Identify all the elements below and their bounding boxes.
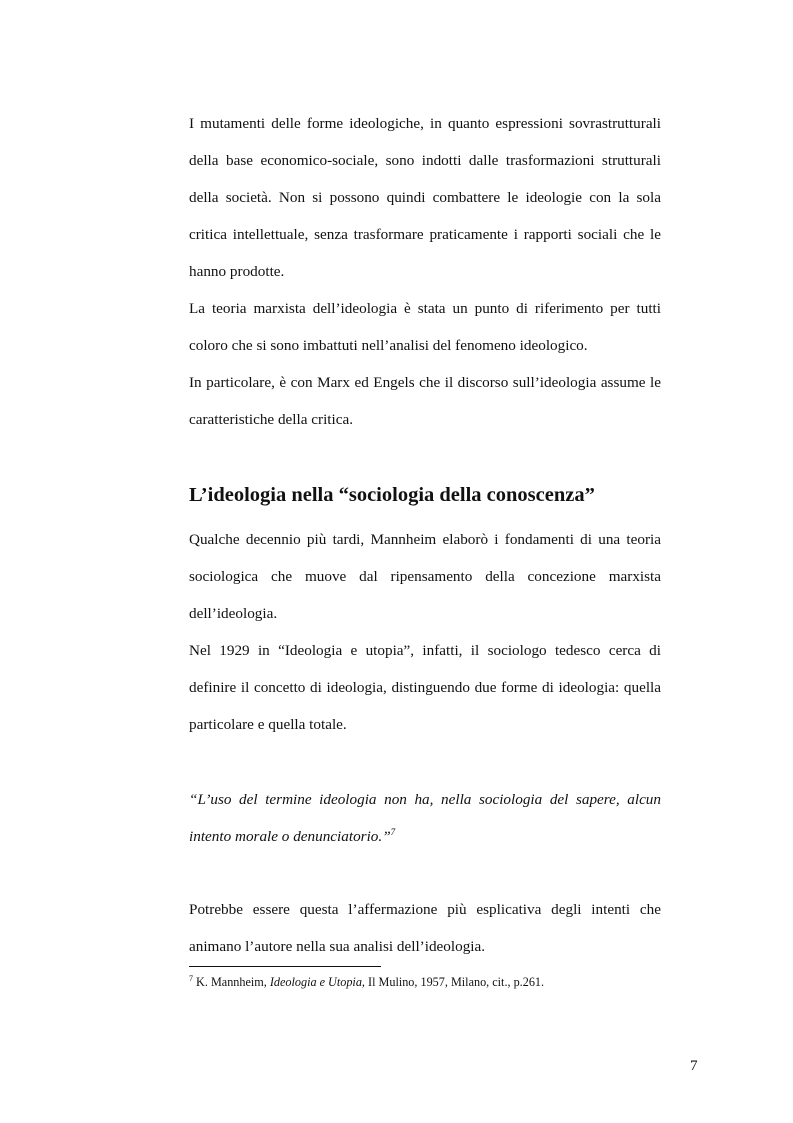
footnote-number: 7 <box>189 973 193 983</box>
page-number: 7 <box>690 1057 698 1074</box>
footnote-divider <box>189 966 381 967</box>
paragraph-conclusion: Potrebbe essere questa l’affermazione più esplicativa degli intenti che animano l’autore nella sua analisi dell’ideologia. <box>189 901 661 955</box>
footnote-author: K. Mannheim, <box>193 975 270 989</box>
body-section-1 <box>189 105 661 438</box>
paragraph-mannheim: Qualche decennio più tardi, Mannheim elaborò i fondamenti di una teoria sociologica che muove dal ripensamento della concezione marxista dell’ideologia. <box>189 531 661 622</box>
section-heading: L’ideologia nella “sociologia della conoscenza” <box>189 484 595 506</box>
paragraph-marxist-theory: La teoria marxista dell’ideologia è stata un punto di riferimento per tutti coloro che si sono imbattuti nell’analisi del fenomeno ideologico. <box>189 300 661 354</box>
body-section-2 <box>189 521 661 743</box>
block-quote <box>189 781 661 855</box>
footnote-citation: Il Mulino, 1957, Milano, cit., p.261. <box>364 975 545 989</box>
footnote-reference: 7 <box>390 826 396 837</box>
footnote <box>189 974 669 990</box>
quote-text: “L’uso del termine ideologia non ha, nella sociologia del sapere, alcun intento morale o denunciatorio.” <box>189 791 661 845</box>
body-section-3 <box>189 891 661 965</box>
paragraph-ideological-forms: I mutamenti delle forme ideologiche, in quanto espressioni sovrastrutturali della base economico-sociale, sono indotti dalle trasformazioni strutturali della società. Non si possono quindi combattere le ideologie con la sola critica intellettuale, senza trasformare praticamente i rapporti sociali che le hanno prodotte. <box>189 115 661 280</box>
footnote-title: Ideologia e Utopia, <box>269 975 365 989</box>
paragraph-ideologia-utopia: Nel 1929 in “Ideologia e utopia”, infatti, il sociologo tedesco cerca di definire il concetto di ideologia, distinguendo due forme di ideologia: quella particolare e quella totale. <box>189 642 661 733</box>
paragraph-marx-engels: In particolare, è con Marx ed Engels che il discorso sull’ideologia assume le caratteristiche della critica. <box>189 374 661 428</box>
